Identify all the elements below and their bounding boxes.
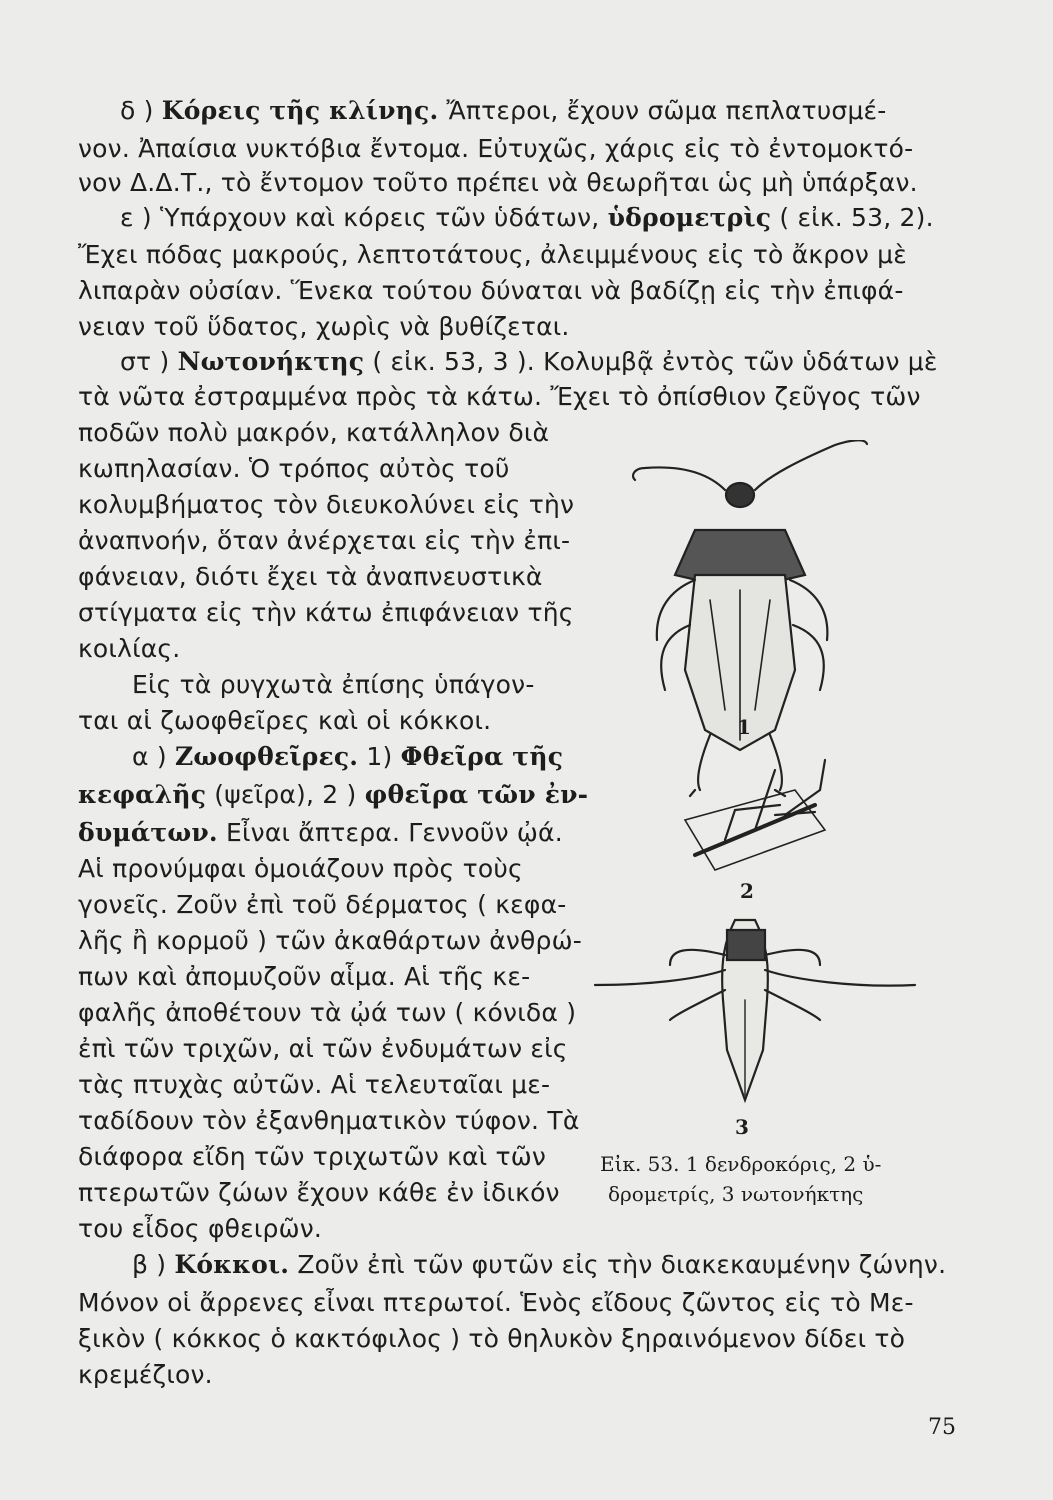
para-e-line-4: νειαν τοῦ ὕδατος, χωρὶς νὰ βυθίζεται. [78, 312, 570, 341]
para-st-line-4: κωπηλασίαν. Ὁ τρόπος αὐτὸς τοῦ [78, 454, 510, 483]
para-b-line-2: Μόνον οἱ ἄρρενες εἶναι πτερωτοί. Ἑνὸς εἴδους ζῶντος εἰς τὸ Με- [78, 1288, 914, 1317]
para-a-line-13: πτερωτῶν ζώων ἔχουν κάθε ἐν ἰδικόν [78, 1178, 560, 1207]
tree-bug-drawing [633, 440, 867, 796]
para-a-line-3: δυμάτων. Εἶναι ἄπτερα. Γεννοῦν ᾠά. [78, 818, 563, 847]
heading-lice: Ζωοφθεῖρες. [174, 742, 359, 771]
figure-label-2: 2 [740, 879, 755, 903]
para-a-line-10: τὰς πτυχὰς αὐτῶν. Αἱ τελευταῖαι με- [78, 1070, 551, 1099]
para-b-line-1: β ) Κόκκοι. Ζοῦν ἐπὶ τῶν φυτῶν εἰς τὴν διακεκαυμένην ζώνην. [132, 1250, 947, 1279]
para-a-line-7: πων καὶ ἀπομυζοῦν αἷμα. Αἱ τῆς κε- [78, 962, 531, 991]
heading-bedbugs: Κόρεις τῆς κλίνης. [161, 96, 439, 125]
figure-label-1: 1 [737, 715, 752, 739]
backswimmer-drawing [595, 920, 915, 1100]
para-a-line-5: γονεῖς. Ζοῦν ἐπὶ τοῦ δέρματος ( κεφα- [78, 890, 567, 919]
para-a-line-6: λῆς ἢ κορμοῦ ) τῶν ἀκαθάρτων ἀνθρώ- [78, 926, 582, 955]
figure-53-illustration [575, 440, 925, 1160]
para-e-line-3: λιπαρὰν οὐσίαν. Ἕνεκα τούτου δύναται νὰ βαδίζῃ εἰς τὴν ἐπιφά- [78, 276, 904, 305]
figure-caption-line-1: Εἰκ. 53. 1 δενδροκόρις, 2 ὑ- [600, 1152, 882, 1176]
para-a-line-12: διάφορα εἴδη τῶν τριχωτῶν καὶ τῶν [78, 1142, 547, 1171]
heading-water-strider: ὑδρομετρὶς [607, 203, 772, 232]
heading-scale-insects: Κόκκοι. [174, 1250, 290, 1279]
para-b-line-3: ξικὸν ( κόκκος ὁ κακτόφιλος ) τὸ θηλυκὸν ξηραινόμενον δίδει τὸ [78, 1324, 906, 1353]
para-e-line-1: ε ) Ὑπάρχουν καὶ κόρεις τῶν ὑδάτων, ὑδρομετρὶς ( εἰκ. 53, 2). [120, 203, 934, 232]
para-a-line-4: Αἱ προνύμφαι ὁμοιάζουν πρὸς τοὺς [78, 854, 523, 883]
para-st-line-1: στ ) Νωτονήκτης ( εἰκ. 53, 3 ). Κολυμβᾷ ἐντὸς τῶν ὑδάτων μὲ [120, 347, 938, 376]
para-st-line-7: φάνειαν, διότι ἔχει τὰ ἀναπνευστικὰ [78, 562, 543, 591]
para-st-line-5: κολυμβήματος τὸν διευκολύνει εἰς τὴν [78, 490, 575, 519]
para-a-line-14: του εἶδος φθειρῶν. [78, 1214, 323, 1243]
para-b-line-4: κρεμέζιον. [78, 1360, 213, 1389]
page-number: 75 [928, 1415, 956, 1440]
para-a-line-1: α ) Ζωοφθεῖρες. 1) Φθεῖρα τῆς [132, 742, 564, 771]
figure-caption-line-2: δρομετρίς, 3 νωτονήκτης [608, 1182, 864, 1206]
heading-backswimmer: Νωτονήκτης [177, 347, 365, 376]
figure-label-3: 3 [735, 1115, 750, 1139]
water-strider-drawing [685, 760, 825, 870]
para-st-line-3: ποδῶν πολὺ μακρόν, κατάλληλον διὰ [78, 418, 550, 447]
para-intro-line-2: ται αἱ ζωοφθεῖρες καὶ οἱ κόκκοι. [78, 706, 492, 735]
para-a-line-9: ἐπὶ τῶν τριχῶν, αἱ τῶν ἐνδυμάτων εἰς [78, 1034, 568, 1063]
para-a-line-8: φαλῆς ἀποθέτουν τὰ ᾠά των ( κόνιδα ) [78, 998, 577, 1027]
para-st-line-8: στίγματα εἰς τὴν κάτω ἐπιφάνειαν τῆς [78, 598, 574, 627]
para-d-line-1: δ ) Κόρεις τῆς κλίνης. Ἄπτεροι, ἔχουν σῶμα πεπλατυσμέ- [120, 96, 887, 125]
para-st-line-6: ἀναπνοήν, ὅταν ἀνέρχεται εἰς τὴν ἐπι- [78, 526, 571, 555]
para-st-line-9: κοιλίας. [78, 634, 181, 663]
para-e-line-2: Ἔχει πόδας μακρούς, λεπτοτάτους, ἀλειμμένους εἰς τὸ ἄκρον μὲ [78, 240, 908, 269]
para-d-line-2: νον. Ἀπαίσια νυκτόβια ἔντομα. Εὐτυχῶς, χάρις εἰς τὸ ἐντομοκτό- [78, 134, 914, 163]
para-a-line-11: ταδίδουν τὸν ἐξανθηματικὸν τύφον. Τὰ [78, 1106, 580, 1135]
para-a-line-2: κεφαλῆς (ψεῖρα), 2 ) φθεῖρα τῶν ἐν- [78, 780, 589, 809]
para-st-line-2: τὰ νῶτα ἐστραμμένα πρὸς τὰ κάτω. Ἔχει τὸ ὀπίσθιον ζεῦγος τῶν [78, 382, 921, 411]
para-d-line-3: νον Δ.Δ.Τ., τὸ ἔντομον τοῦτο πρέπει νὰ θεωρῆται ὡς μὴ ὑπάρξαν. [78, 168, 918, 197]
para-intro-line-1: Εἰς τὰ ρυγχωτὰ ἐπίσης ὑπάγον- [132, 670, 535, 699]
